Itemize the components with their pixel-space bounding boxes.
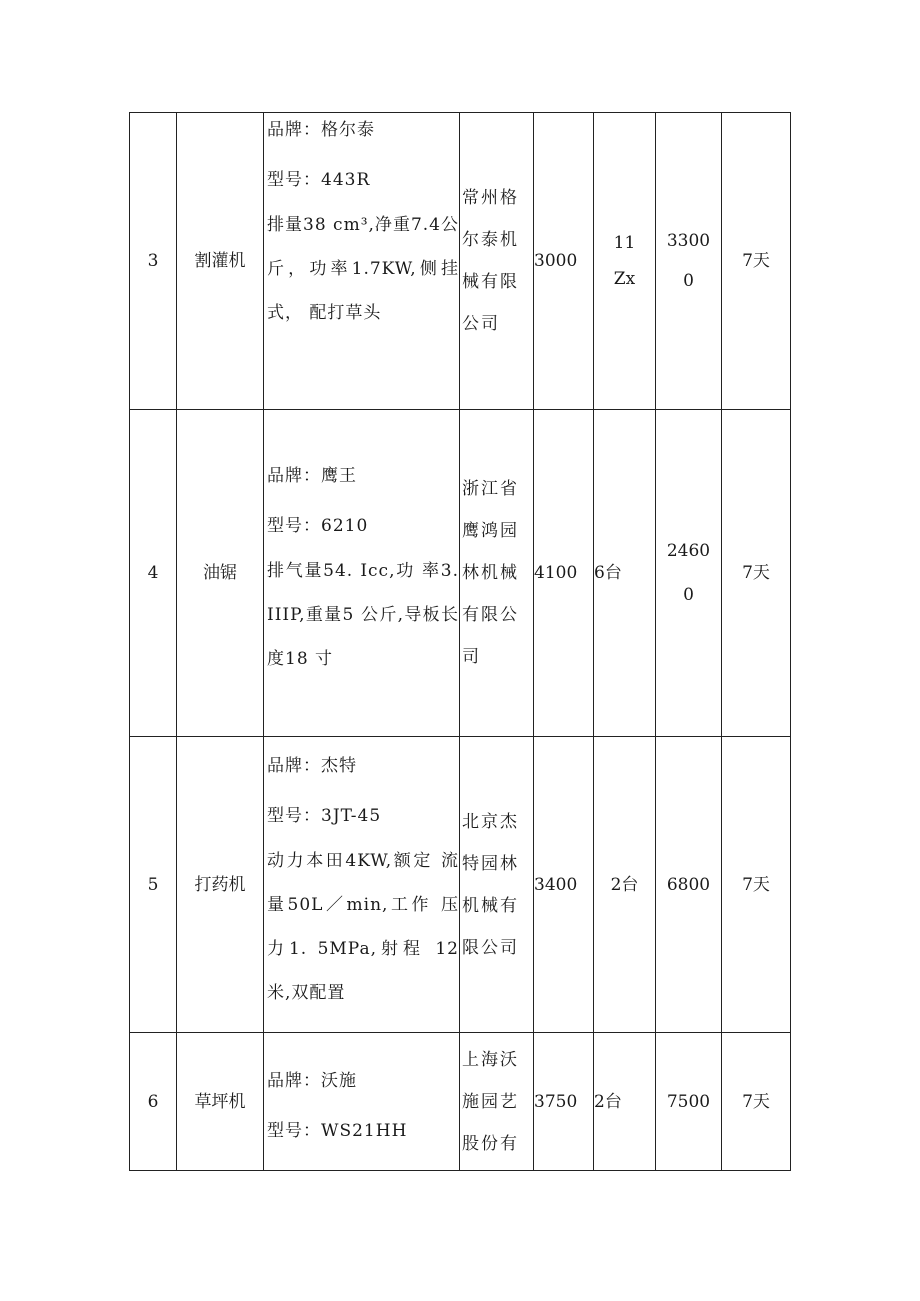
supplier-name: 常州格尔泰机械有限公司 (462, 188, 519, 334)
spec-cell (264, 1033, 460, 1171)
delivery-time: 7天 (722, 737, 791, 1033)
model-text: 型号：3JT-45 (267, 805, 382, 826)
brand-text: 品牌：鹰王 (267, 466, 357, 486)
item-number: 4 (130, 410, 177, 737)
quantity: 2台 (594, 1033, 656, 1171)
delivery-time: 7天 (722, 1033, 791, 1171)
total-price: 24600 (666, 541, 711, 605)
item-number: 6 (130, 1033, 177, 1171)
model-text: 型号：6210 (267, 516, 369, 536)
unit-price: 3750 (534, 1033, 594, 1171)
total-price: 6800 (656, 737, 722, 1033)
spec-description: 排量38 cm³,净重7.4公斤，功率1.7KW,侧挂式， 配打草头 (267, 215, 459, 323)
quantity-cell (594, 113, 656, 410)
total-price: 33000 (666, 231, 711, 291)
item-name: 油锯 (177, 410, 264, 737)
delivery-time: 7天 (722, 113, 791, 410)
supplier-cell (460, 410, 534, 737)
item-number: 5 (130, 737, 177, 1033)
total-price: 7500 (656, 1033, 722, 1171)
item-name: 割灌机 (177, 113, 264, 410)
table-row (130, 113, 791, 410)
spec-cell (264, 113, 460, 410)
spec-cell (264, 410, 460, 737)
unit-price: 3400 (534, 737, 594, 1033)
model-text: 型号：443R (267, 170, 371, 190)
quantity: 6台 (594, 410, 656, 737)
brand-text: 品牌：格尔泰 (267, 120, 375, 140)
spec-description: 动力本田4KW,额定 流量50L／min,工作 压力1. 5MPa,射程 12米,双配置 (267, 850, 459, 1003)
supplier-cell (460, 1033, 534, 1171)
total-cell (656, 113, 722, 410)
equipment-table (129, 112, 791, 1171)
item-number: 3 (130, 113, 177, 410)
quantity: 11Zx (613, 233, 636, 289)
supplier-name: 北京杰特园林机械有限公司 (462, 811, 519, 958)
table-row (130, 410, 791, 737)
unit-price: 3000 (534, 113, 594, 410)
model-text: 型号：WS21HH (267, 1120, 408, 1141)
brand-text: 品牌：杰特 (267, 755, 357, 776)
item-name: 打药机 (177, 737, 264, 1033)
supplier-name: 浙江省鹰鸿园林机械有限公司 (462, 479, 519, 667)
unit-price: 4100 (534, 410, 594, 737)
delivery-time: 7天 (722, 410, 791, 737)
supplier-cell (460, 737, 534, 1033)
supplier-name: 上海沃施园艺股份有 (462, 1049, 519, 1154)
item-name: 草坪机 (177, 1033, 264, 1171)
supplier-cell (460, 113, 534, 410)
brand-text: 品牌：沃施 (267, 1070, 357, 1091)
total-cell (656, 410, 722, 737)
spec-description: 排气量54. Icc,功 率3. IIIP,重量5 公斤,导板长度18 寸 (267, 561, 459, 669)
table-row (130, 737, 791, 1033)
spec-cell (264, 737, 460, 1033)
quantity: 2台 (594, 737, 656, 1033)
table-row (130, 1033, 791, 1171)
